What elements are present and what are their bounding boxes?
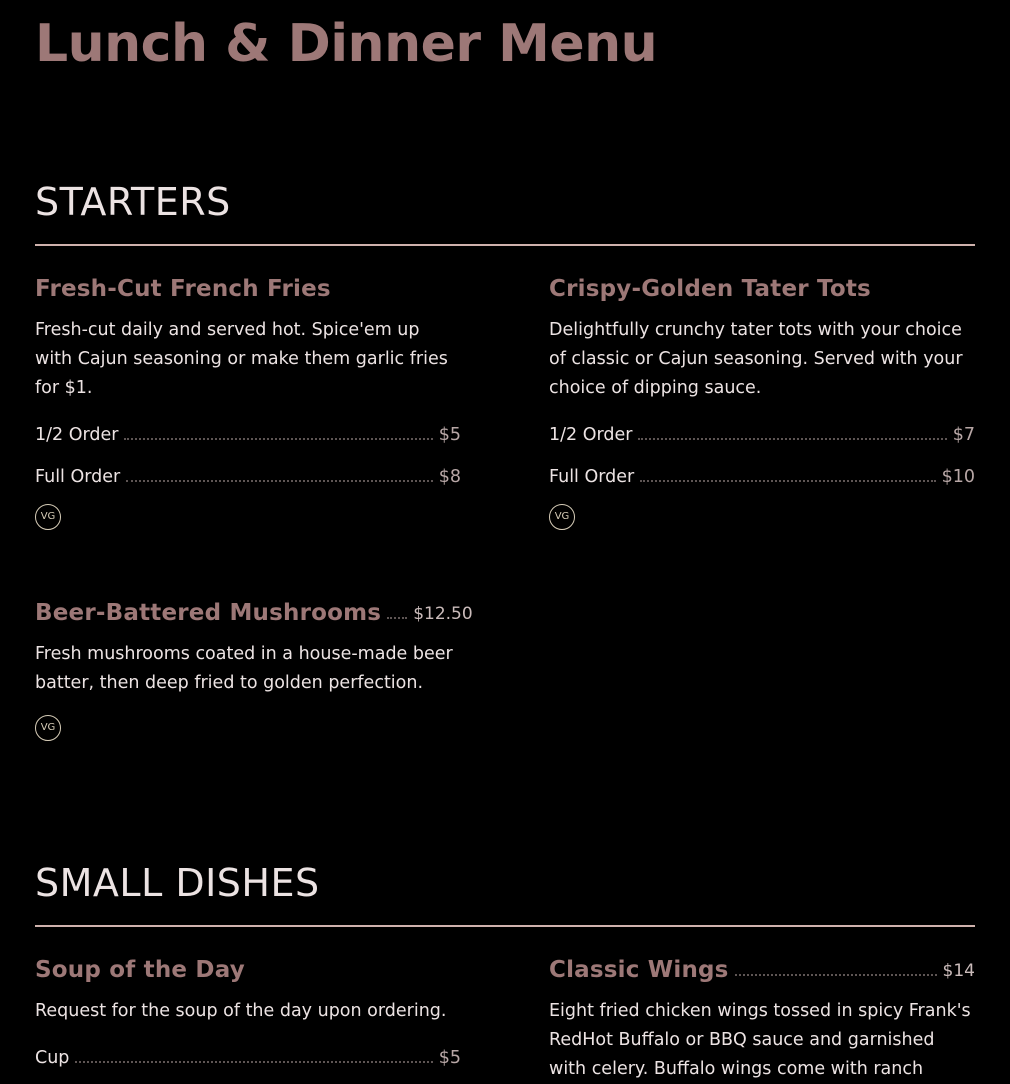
dot-leader: [124, 438, 432, 440]
item-name: Soup of the Day: [35, 957, 245, 983]
item-header: [35, 268, 461, 302]
item-price: $14: [942, 961, 975, 981]
item-description: Eight fried chicken wings tossed in spicy Frank's RedHot Buffalo or BBQ sauce and garnished with celery. Buffalo wings come with ranch: [549, 1001, 971, 1079]
price-option-row: [549, 461, 975, 487]
item-price: $12.50: [413, 604, 473, 624]
vegan-badge-icon: VG: [549, 504, 575, 530]
option-price: $5: [438, 1048, 461, 1068]
price-option-row: [35, 419, 461, 445]
price-option-row: [35, 1042, 461, 1068]
section-title-small-dishes: SMALL DISHES: [35, 861, 320, 905]
item-name: Crispy-Golden Tater Tots: [549, 276, 871, 302]
dot-leader: [126, 480, 433, 482]
option-price: $10: [941, 467, 975, 487]
dot-leader: [638, 438, 946, 440]
item-name: Classic Wings: [549, 957, 729, 983]
menu-item-mushrooms: [35, 592, 473, 741]
dot-leader: [387, 617, 407, 619]
vegan-badge-icon: VG: [35, 715, 61, 741]
menu-item-soup-of-the-day: [35, 949, 461, 1068]
option-label: Cup: [35, 1048, 70, 1068]
option-label: 1/2 Order: [549, 425, 633, 445]
price-option-row: [549, 419, 975, 445]
item-description: Fresh-cut daily and served hot. Spice'em up with Cajun seasoning or make them garlic fries for $1.: [35, 320, 448, 398]
item-header: [35, 592, 473, 626]
option-label: Full Order: [549, 467, 635, 487]
section-title-starters: STARTERS: [35, 180, 231, 224]
item-name: Fresh-Cut French Fries: [35, 276, 331, 302]
vegan-badge-icon: VG: [35, 504, 61, 530]
page-title: Lunch & Dinner Menu: [35, 14, 658, 74]
item-header: [549, 268, 975, 302]
item-description: Request for the soup of the day upon ordering.: [35, 1001, 447, 1021]
menu-item-classic-wings: [549, 949, 975, 1084]
item-name: Beer-Battered Mushrooms: [35, 600, 382, 626]
item-description: Fresh mushrooms coated in a house-made beer batter, then deep fried to golden perfection.: [35, 644, 453, 693]
section-divider: [35, 925, 975, 927]
section-divider: [35, 244, 975, 246]
dot-leader: [75, 1061, 432, 1063]
item-header: [35, 949, 461, 983]
menu-item-tater-tots: [549, 268, 975, 530]
item-header: [549, 949, 975, 983]
price-option-row: [35, 461, 461, 487]
menu-item-french-fries: [35, 268, 461, 530]
dot-leader: [735, 974, 937, 976]
option-label: 1/2 Order: [35, 425, 119, 445]
option-price: $5: [438, 425, 461, 445]
item-description: Delightfully crunchy tater tots with your choice of classic or Cajun seasoning. Served with your choice of dipping sauce.: [549, 320, 963, 398]
dot-leader: [640, 480, 935, 482]
option-label: Full Order: [35, 467, 121, 487]
option-price: $7: [952, 425, 975, 445]
option-price: $8: [438, 467, 461, 487]
